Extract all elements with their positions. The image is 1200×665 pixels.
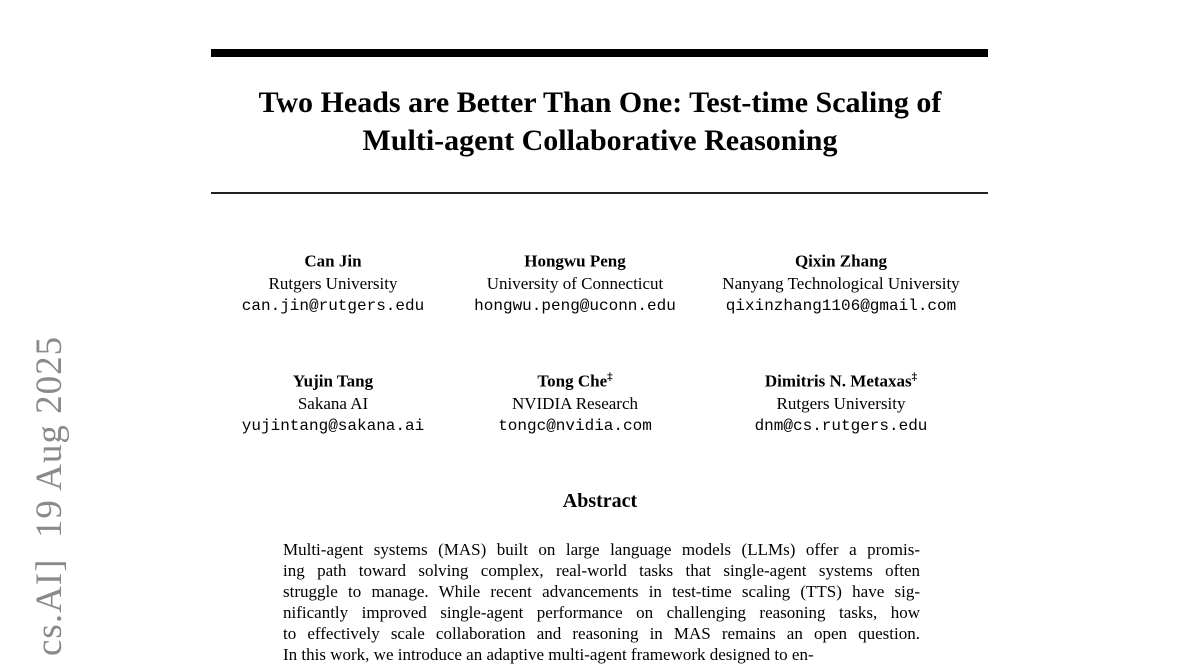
author-email: tongc@nvidia.com [498,416,652,435]
author-block-qixin-zhang [721,246,961,317]
author-affiliation: Sakana AI [297,393,369,413]
author-email: yujintang@sakana.ai [241,416,425,435]
author-name-suffix: ‡ [607,371,613,383]
author-email: qixinzhang1106@gmail.com [725,296,957,315]
abstract-line: Multi-agent systems (MAS) built on large language models (LLMs) offer a promis- [283,540,920,559]
abstract-line: to effectively scale collaboration and reasoning in MAS remains an open question. [283,624,920,643]
author-email: can.jin@rutgers.edu [241,296,425,315]
arxiv-watermark: cs.AI] 19 Aug 2025 [29,335,70,656]
author-affiliation: Nanyang Technological University [722,273,960,293]
abstract-body [283,539,920,665]
paper-title [0,84,1200,160]
author-block-tong-che [455,366,695,437]
author-affiliation: Rutgers University [268,273,398,293]
abstract-line: struggle to manage. While recent advancements in test-time scaling (TTS) have sig- [283,582,920,601]
author-name [213,366,453,393]
author-name-suffix: ‡ [911,371,918,383]
author-affiliation: Rutgers University [776,393,906,413]
author-name-text: Tong Che [537,371,608,391]
abstract-heading: Abstract [562,490,638,512]
author-name [721,366,961,393]
author-name-text: Can Jin [304,251,362,271]
abstract-line: nificantly improved single-agent performance on challenging reasoning tasks, how [283,603,920,622]
author-affiliation: University of Connecticut [486,273,664,293]
author-block-can-jin [213,246,453,317]
top-rule [211,49,988,57]
author-name-text: Yujin Tang [292,371,374,391]
author-affiliation: NVIDIA Research [511,393,639,413]
author-block-hongwu-peng [455,246,695,317]
author-email: dnm@cs.rutgers.edu [754,416,928,435]
author-name-text: Qixin Zhang [794,251,888,271]
author-name-text: Dimitris N. Metaxas [764,371,912,391]
abstract-line: ing path toward solving complex, real-world tasks that single-agent systems often [283,561,920,580]
author-email: hongwu.peng@uconn.edu [474,296,676,315]
author-name [455,246,695,273]
author-block-dimitris-metaxas [721,366,961,437]
author-name [455,366,695,393]
title-bottom-rule [211,192,988,194]
paper-title-line2: Multi-agent Collaborative Reasoning [362,124,838,157]
author-name [721,246,961,273]
paper-title-line1: Two Heads are Better Than One: Test-time Scaling of [258,86,942,119]
author-block-yujin-tang [213,366,453,437]
author-name [213,246,453,273]
abstract-line-clipped: In this work, we introduce an adaptive multi-agent framework designed to en- [283,645,814,664]
author-name-text: Hongwu Peng [524,251,626,271]
